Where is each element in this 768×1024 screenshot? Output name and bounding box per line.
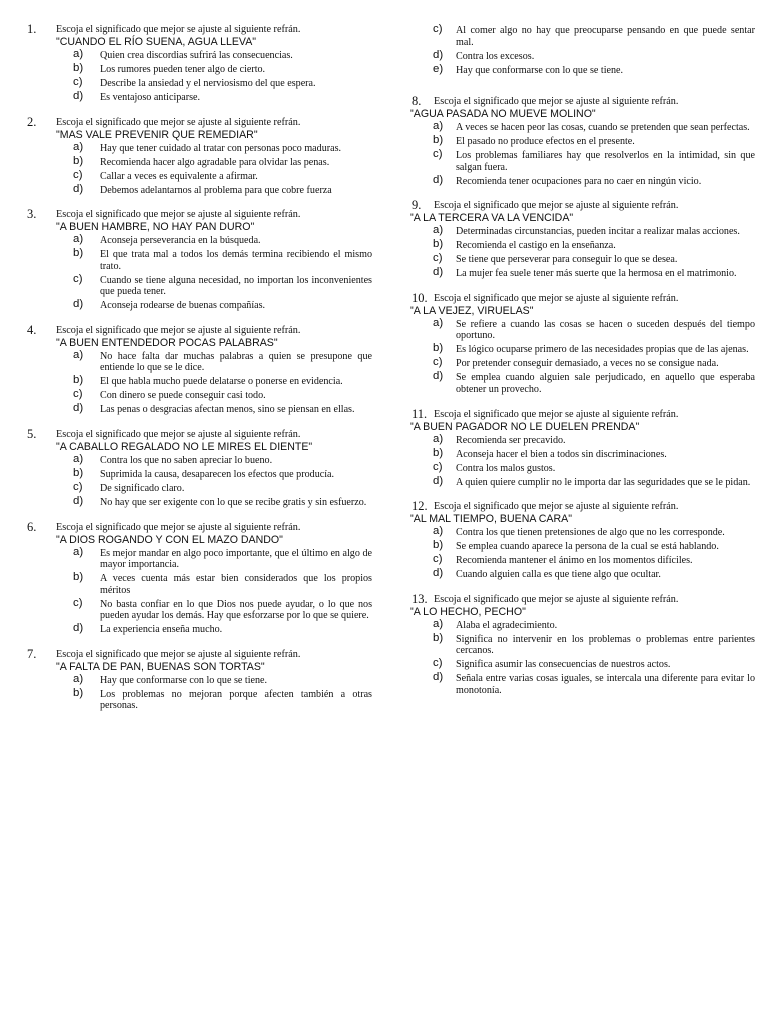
option-text: Significa no intervenir en los problemas o problemas entre parientes cercanos. [456,633,755,657]
option-text: Es lógico ocuparse primero de las necesidades propias que de las ajenas. [456,344,749,356]
proverb-title: "CUANDO EL RÍO SUENA, AGUA LLEVA" [56,36,257,48]
option-letter: c) [433,657,443,670]
option-letter: b) [73,571,84,584]
question-instruction: Escoja el significado que mejor se ajuste al siguiente refrán. [434,292,679,304]
proverb-title: "A FALTA DE PAN, BUENAS SON TORTAS" [56,660,265,673]
question-block [410,96,755,187]
question-block [27,114,372,197]
question-instruction: Escoja el significado que mejor se ajuste al siguiente refrán. [56,209,301,221]
answer-options [410,527,755,581]
option-text: Recomienda el castigo en la enseñanza. [456,240,616,252]
question-instruction: Escoja el significado que mejor se ajuste al siguiente refrán. [434,501,679,513]
answer-option [27,404,372,416]
answer-option [27,376,372,388]
option-letter: b) [73,154,84,167]
proverb-title: "A BUEN HAMBRE, NO HAY PAN DURO" [56,221,255,234]
option-text: Recomienda mantener el ánimo en los momentos difíciles. [456,555,693,567]
option-letter: b) [73,686,84,699]
answer-options [27,452,372,509]
question-number: 12. [412,499,428,514]
option-letter: b) [433,134,444,147]
answer-option [410,136,755,148]
question-number: 5. [27,426,37,441]
option-text: Debemos adelantarnos al problema para que cobre fuerza [100,184,332,196]
answer-option [410,659,755,671]
answer-option [410,48,755,63]
proverb-title: "A LO HECHO, PECHO" [410,605,526,618]
answer-option [410,358,755,370]
question-number: 9. [412,198,422,213]
proverb-title: "A BUEN PAGADOR NO LE DUELEN PRENDA" [410,420,640,433]
option-text: La experiencia enseña mucho. [100,624,223,636]
option-letter: d) [73,622,84,635]
option-text: Quien crea discordias sufrirá las consecuencias. [100,50,293,61]
answer-option [27,466,372,481]
option-text: Aconseja rodearse de buenas compañías. [100,300,266,312]
option-text: Aconseja perseverancia en la búsqueda. [100,235,261,247]
option-letter: c) [433,148,443,161]
option-text: No hace falta dar muchas palabras a quien se presupone que entiende lo que se le dice. [100,350,372,374]
answer-options [410,25,755,76]
question-block [410,501,755,581]
answer-option [410,25,755,48]
answer-option [27,672,372,687]
answer-option [410,541,755,553]
option-letter: c) [73,480,83,493]
proverb-title: "A BUEN ENTENDEDOR POCAS PALABRAS" [56,336,278,349]
option-text: Al comer algo no hay que preocuparse pensando en que puede sentar mal. [456,25,755,48]
option-text: Hay que conformarse con lo que se tiene. [100,674,268,686]
option-letter: a) [73,140,84,153]
proverb-title: "A DIOS ROGANDO Y CON EL MAZO DANDO" [56,533,283,546]
answer-option [410,268,755,280]
answer-option [410,631,755,657]
option-text: Cuando alguien calla es que tiene algo que ocultar. [456,569,661,581]
question-instruction: Escoja el significado que mejor se ajuste al siguiente refrán. [56,648,301,660]
option-letter: a) [433,120,444,133]
question-prompt [410,501,755,513]
option-text: Se refiere a cuando las cosas se hacen o suceden después del tiempo oportuno. [456,318,755,342]
option-text: Hay que tener cuidado al tratar con personas poco maduras. [100,142,342,154]
question-instruction: Escoja el significado que mejor se ajuste al siguiente refrán. [56,521,301,533]
option-text: A veces cuenta más estar bien considerados que los propios méritos [100,573,372,596]
proverb-title: "AGUA PASADA NO MUEVE MOLINO" [410,108,596,121]
option-text: Es ventajoso anticiparse. [100,91,201,103]
question-prompt [27,114,372,129]
option-text: No hay que ser exigente con lo que se recibe gratis y sin esfuerzo. [100,496,367,508]
option-text: Los rumores pueden tener algo de cierto. [100,63,266,75]
question-block [27,209,372,312]
answer-option [27,596,372,622]
answer-options [410,316,755,396]
answer-option [410,316,755,342]
question-block [27,519,372,636]
option-text: Describe la ansiedad y el nerviosismo del que espera. [100,77,316,89]
question-instruction: Escoja el significado que mejor se ajuste al siguiente refrán. [434,593,679,605]
question-block [27,322,372,416]
answer-option [410,673,755,696]
question-number: 6. [27,519,37,534]
option-letter: a) [433,316,444,329]
option-text: Aconseja hacer el bien a todos sin discriminaciones. [456,448,667,460]
option-letter: c) [433,23,443,35]
proverb-title: "MAS VALE PREVENIR QUE REMEDIAR" [56,128,258,141]
option-text: Se emplea cuando aparece la persona de la cual se está hablando. [456,541,719,553]
option-text: El pasado no produce efectos en el presente. [456,136,635,148]
answer-option [27,61,372,76]
question-block [410,200,755,280]
answer-option [410,446,755,461]
proverb-title: "A CABALLO REGALADO NO LE MIRES EL DIENTE" [56,440,313,453]
answer-options [410,122,755,187]
option-text: Recomienda ser precavido. [456,434,566,446]
question-prompt [27,209,372,221]
answer-options [410,226,755,280]
answer-option [410,372,755,395]
option-text: El que habla mucho puede delatarse o ponerse en evidencia. [100,376,343,388]
option-letter: c) [73,75,83,88]
question-block [27,24,372,104]
option-letter: d) [433,567,444,580]
option-text: Los problemas no mejoran porque afecten también a otras personas. [100,688,372,712]
question-block [410,290,755,396]
answer-options [27,235,372,312]
question-prompt [27,24,372,36]
option-letter: c) [73,388,83,401]
answer-option [27,348,372,374]
question-instruction: Escoja el significado que mejor se ajuste al siguiente refrán. [434,96,679,108]
option-letter: a) [73,672,84,685]
option-letter: a) [433,224,444,237]
option-letter: d) [73,89,84,102]
option-letter: b) [433,238,444,251]
question-number: 10. [412,290,428,305]
right-column [410,24,755,709]
answer-option [410,62,755,77]
option-text: Significa asumir las consecuencias de nuestros actos. [456,659,671,671]
answer-options [27,140,372,197]
option-text: Es mejor mandar en algo poco importante, que el último en algo de mayor importancia. [100,547,372,571]
question-block [410,406,755,489]
option-letter: d) [73,298,84,311]
answer-options [27,50,372,104]
option-letter: d) [433,48,444,61]
option-letter: a) [73,545,84,558]
option-letter: b) [73,247,84,260]
answer-option [410,569,755,581]
question-prompt [27,426,372,441]
question-instruction: Escoja el significado que mejor se ajuste al siguiente refrán. [56,428,301,440]
option-text: Contra los malos gustos. [456,462,556,474]
option-text: Alaba el agradecimiento. [456,619,558,631]
option-letter: a) [73,233,84,246]
answer-option [27,168,372,183]
option-text: Se emplea cuando alguien sale perjudicado, en aquello que esperaba obtener un provecho. [456,372,755,395]
option-text: Hay que conformarse con lo que se tiene. [456,64,624,76]
option-letter: b) [433,631,444,644]
option-text: Suprimida la causa, desaparecen los efectos que producía. [100,468,335,480]
option-letter: c) [73,596,83,609]
question-number: 4. [27,322,37,337]
option-text: Recomienda tener ocupaciones para no caer en ningún vicio. [456,175,702,187]
answer-option [410,474,755,489]
option-text: A quien quiere cumplir no le importa dar las seguridades que se le pidan. [456,476,751,488]
option-letter: d) [433,173,444,186]
option-letter: b) [433,446,444,459]
option-text: Con dinero se puede conseguir casi todo. [100,390,266,402]
question-number: 11. [412,406,428,421]
answer-option [27,300,372,312]
question-block [410,25,755,76]
option-text: Se tiene que perseverar para conseguir lo que se desea. [456,254,678,266]
question-block [27,426,372,509]
answer-option [410,254,755,266]
option-letter: a) [73,348,84,361]
option-letter: d) [73,182,84,195]
answer-option [27,182,372,197]
left-column [27,24,372,725]
question-number: 8. [412,94,422,109]
option-text: De significado claro. [100,482,185,494]
question-prompt [410,200,755,212]
option-letter: d) [73,494,84,507]
question-number: 13. [412,591,428,606]
answer-option [410,173,755,188]
question-prompt [27,322,372,337]
option-text: A veces se hacen peor las cosas, cuando se pretenden que sean perfectas. [456,122,750,134]
question-prompt [410,290,755,305]
question-prompt [410,591,755,606]
option-text: Recomienda hacer algo agradable para olvidar las penas. [100,156,330,168]
question-prompt [27,646,372,661]
question-number: 1. [27,22,37,36]
answer-option [27,75,372,90]
answer-option [27,624,372,636]
answer-option [27,140,372,155]
option-text: Determinadas circunstancias, pueden incitar a realizar malas acciones. [456,226,740,238]
proverb-title: "A LA VEJEZ, VIRUELAS" [410,304,534,317]
question-block [410,591,755,697]
option-letter: b) [73,374,84,387]
answer-option [27,686,372,712]
answer-option [410,555,755,567]
question-number: 3. [27,207,37,222]
question-number: 2. [27,114,37,129]
answer-option [27,249,372,272]
option-text: Las penas o desgracias afectan menos, sino se piensan en ellas. [100,404,355,416]
option-letter: c) [433,356,443,369]
option-letter: a) [433,432,444,445]
answer-option [410,460,755,475]
answer-options [27,348,372,416]
question-prompt [27,519,372,534]
answer-option [410,122,755,134]
option-text: Cuando se tiene alguna necesidad, no importan los inconvenientes que pueda tener. [100,274,372,298]
answer-option [410,226,755,238]
option-letter: b) [73,61,84,74]
proverb-title: "A LA TERCERA VA LA VENCIDA" [410,212,574,225]
question-prompt [410,96,755,108]
question-instruction: Escoja el significado que mejor se ajuste al siguiente refrán. [56,24,301,35]
option-letter: a) [433,525,444,538]
option-text: El que trata mal a todos los demás termina recibiendo el mismo trato. [100,249,372,272]
option-letter: b) [433,342,444,355]
answer-options [410,617,755,697]
question-number: 7. [27,646,37,661]
option-letter: c) [433,553,443,566]
option-text: No basta confiar en lo que Dios nos puede ayudar, o lo que nos pueden ayudar los demás. Hay que esforzarse por lo que se quiere. [100,598,372,622]
answer-options [27,672,372,712]
option-letter: c) [433,252,443,265]
answer-option [27,89,372,104]
option-letter: e) [433,62,444,75]
option-letter: a) [73,452,84,465]
option-letter: c) [73,272,83,285]
option-letter: a) [433,617,444,630]
question-instruction: Escoja el significado que mejor se ajuste al siguiente refrán. [56,324,301,336]
answer-option [27,272,372,298]
answer-option [410,617,755,632]
question-instruction: Escoja el significado que mejor se ajuste al siguiente refrán. [56,116,301,128]
option-letter: a) [73,48,84,60]
option-letter: d) [73,402,84,415]
option-text: Contra los que no saben apreciar lo bueno. [100,454,273,466]
option-text: La mujer fea suele tener más suerte que la hermosa en el matrimonio. [456,268,737,280]
option-text: Por pretender conseguir demasiado, a veces no se consigue nada. [456,358,719,370]
option-letter: d) [433,266,444,279]
answer-options [410,432,755,489]
option-text: Los problemas familiares hay que resolverlos en la intimidad, sin que salgan fuera. [456,150,755,173]
answer-options [27,545,372,636]
answer-option [27,154,372,169]
option-letter: d) [433,671,444,684]
option-letter: d) [433,474,444,487]
option-text: Señala entre varias cosas iguales, se intercala una diferente para evitar lo monotonía. [456,673,755,696]
answer-option [27,494,372,509]
answer-option [27,452,372,467]
answer-option [410,527,755,539]
question-block [27,646,372,712]
answer-option [410,150,755,173]
option-text: Contra los excesos. [456,50,535,62]
proverb-title: "AL MAL TIEMPO, BUENA CARA" [410,513,572,526]
answer-option [410,240,755,252]
option-text: Contra los que tienen pretensiones de algo que no les corresponde. [456,527,725,539]
option-letter: b) [433,539,444,552]
option-letter: c) [433,460,443,473]
answer-option [410,344,755,356]
answer-option [410,432,755,447]
answer-option [27,235,372,247]
answer-option [27,573,372,596]
option-letter: b) [73,466,84,479]
option-letter: c) [73,168,83,181]
answer-option [27,50,372,62]
option-letter: d) [433,370,444,383]
question-instruction: Escoja el significado que mejor se ajuste al siguiente refrán. [434,408,679,420]
question-prompt [410,406,755,421]
answer-option [27,545,372,571]
question-instruction: Escoja el significado que mejor se ajuste al siguiente refrán. [434,200,679,212]
answer-option [27,480,372,495]
option-text: Callar a veces es equivalente a afirmar. [100,170,258,182]
answer-option [27,390,372,402]
